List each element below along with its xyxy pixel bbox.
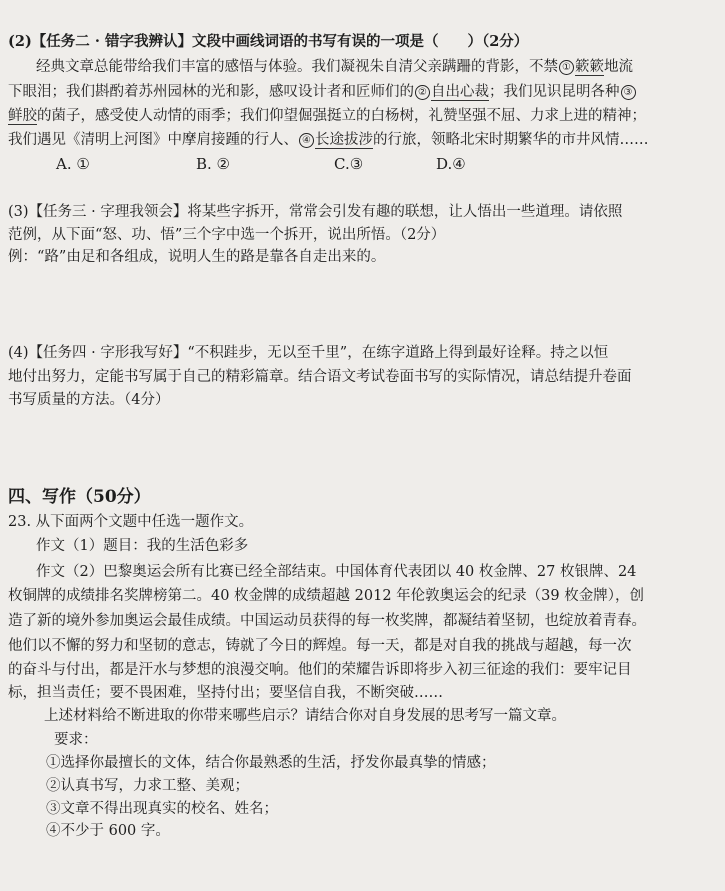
mark-1: ① xyxy=(559,60,574,75)
word-2: 自出心裁 xyxy=(431,84,489,100)
exam-page: (2)【任务二 · 错字我辨认】文段中画线词语的书写有误的一项是（ ）（2分） 经典文章总能带给我们丰富的感悟与体验。我们凝视朱自清父亲蹒跚的背影，不禁 ① 簌簌地流 下眼泪；我们斟酌着苏州园林的光和影，感叹设计者和匠师们的 ② 自出心裁；我们见识昆明各种 ③ 鲜胶的菌子，感受使人动情的雨季；我们仰望倔强挺立的白杨树，礼赞坚强不屈、力求上进的精神； 我们遇见《清明上河图》中摩肩接踵的行人、 ④ 长途拔涉的行旅，领略北宋时期繁华的市井风情…… A. ① B. ② C.③ D.④ (3)【任务三 · 字理我领会】将某些字拆开，常常会引发有趣的联想，让人悟出一些道理。请依照 范例，从下面“怒、功、悟”三个字中选一个拆开，说出所悟。（2分） 例：“路”由足和各组成，说明人生的路是靠各自走出来的。 (4)【任务四 · 字形我写好】“不积跬步，无以至千里”，在练字道路上得到最好诠释。持之以恒 地付出努力，定能书写属于自己的精彩篇章。结合语文考试卷面书写的实际情况，请总结提升卷面 书写质量的方法。（4分） 四、写作（50分） 23. 从下面两个文题中任选一题作文。 作文（1）题目：我的生活色彩多 作文（2）巴黎奥运会所有比赛已经全部结束。中国体育代表团以 40 枚金牌、27 枚银牌、24 枚铜牌的成绩排名奖牌榜第二。40 枚金牌的成绩超越 2012 年伦敦奥运会的纪录（39 枚金牌），创 造了新的境外参加奥运会最佳成绩。中国运动员获得的每一枚奖牌，都凝结着坚韧，也绽放着青春。 他们以不懈的努力和坚韧的意志，铸就了今日的辉煌。每一天，都是对自我的挑战与超越，每一次 的奋斗与付出，都是汗水与梦想的浪漫交响。他们的荣耀告诉即将步入初三征途的我们：要牢记目 标，担当责任；要不畏困难，坚持付出；要坚信自我，不断突破…… 上述材料给不断进取的你带来哪些启示？请结合你对自身发展的思考写一篇文章。 要求： ①选择你最擅长的文体，结合你最熟悉的生活，抒发你最真挚的情感； ②认真书写，力求工整、美观； ③文章不得出现真实的校名、姓名； ④不少于 600 字。 xyxy=(8,33,649,839)
word-4: 长途拔涉 xyxy=(315,132,373,148)
option-d[interactable]: D.④ xyxy=(436,155,466,173)
mark-3: ③ xyxy=(621,85,636,100)
option-b[interactable]: B. ② xyxy=(196,155,231,173)
word-1: 簌簌 xyxy=(575,59,604,75)
word-3: 鲜胶 xyxy=(8,108,37,124)
option-a[interactable]: A. ① xyxy=(56,155,90,173)
mark-2: ② xyxy=(415,85,430,100)
option-c[interactable]: C.③ xyxy=(334,155,364,173)
mark-4: ④ xyxy=(299,133,314,148)
